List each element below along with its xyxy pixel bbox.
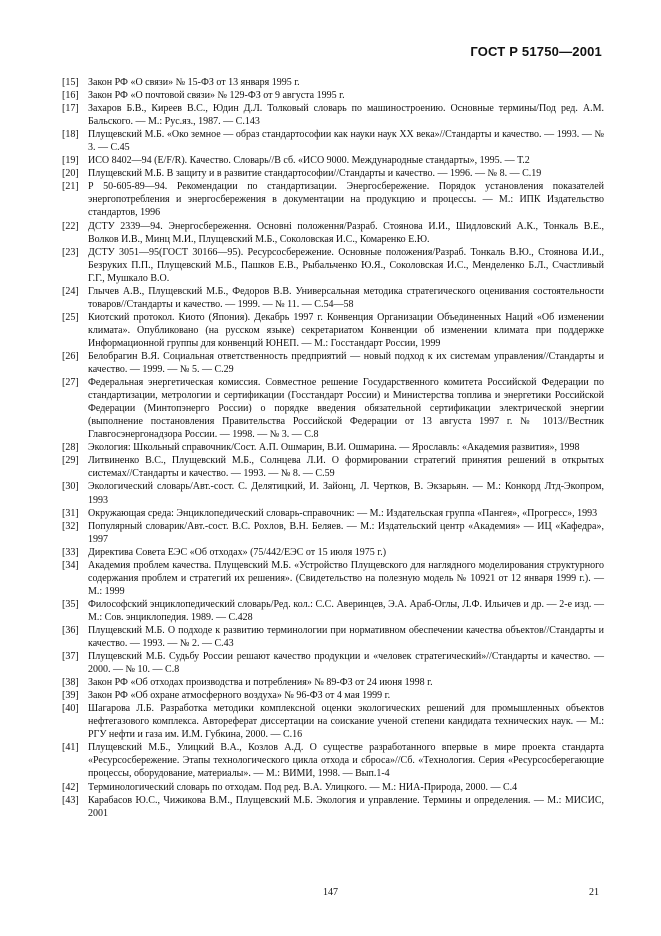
reference-number: [17] — [62, 103, 79, 115]
reference-item — [62, 741, 604, 780]
reference-text: Философский энциклопедический словарь/Ред. кол.: С.С. Аверинцев, Э.А. Араб-Оглы, Л.Ф. Ильичев и др. — 2-е изд. — М.: Сов. энциклопедия. 1989. — С.428 — [88, 598, 604, 623]
reference-text: Захаров Б.В., Киреев В.С., Юдин Д.Л. Толковый словарь по машиностроению. Основные термины/Под ред. А.М. Бальского. — М.: Рус.яз., 1987. — С.143 — [88, 103, 604, 128]
reference-item — [62, 246, 604, 285]
reference-number: [37] — [62, 651, 79, 663]
reference-item — [62, 507, 604, 520]
reference-item — [62, 520, 604, 546]
reference-text: Закон РФ «О связи» № 15-ФЗ от 13 января 1995 г. — [88, 77, 300, 88]
reference-text: Р 50-605-89—94. Рекомендации по стандартизации. Энергосбережение. Порядок установления показателей энергопотребления и энергосбережения в документации на продукцию и процессы. — М.: ИПК Издательство стандартов, 1996 — [88, 181, 604, 219]
reference-number: [31] — [62, 507, 79, 519]
reference-text: Директива Совета ЕЭС «Об отходах» (75/442/ЕЭС от 15 июля 1975 г.) — [88, 546, 387, 558]
reference-text: Закон РФ «О почтовой связи» № 129-ФЗ от 9 августа 1995 г. — [88, 90, 345, 102]
reference-list — [62, 76, 604, 820]
reference-number: [23] — [62, 246, 79, 258]
reference-number: [33] — [62, 546, 79, 558]
reference-item — [62, 454, 604, 480]
reference-text: Закон РФ «Об отходах производства и потребления» № 89-ФЗ от 24 июня 1998 г. — [88, 677, 433, 689]
reference-number: [38] — [62, 677, 79, 689]
reference-text: Шагарова Л.Б. Разработка методики комплексной оценки экологических решений для промышленных объектов нефтегазового комплекса. Автореферат диссертации на соискание ученой степени кандидата технических наук. — М.: РГУ нефти и газа им. И.М. Губкина, 2000. — С.16 — [88, 703, 604, 741]
reference-text: Экологический словарь/Авт.-сост. С. Делятицкий, И. Зайонц, Л. Чертков, В. Экзарьян. — М.: Конкорд Лтд-Экопром, 1993 — [88, 481, 604, 506]
reference-text: Закон РФ «Об охране атмосферного воздуха» № 96-ФЗ от 4 мая 1999 г. — [88, 690, 391, 702]
reference-item — [62, 676, 604, 689]
standard-code: ГОСТ Р 51750—2001 — [470, 44, 602, 59]
reference-item — [62, 559, 604, 598]
reference-number: [22] — [62, 220, 79, 232]
reference-item — [62, 781, 604, 794]
reference-number: [27] — [62, 377, 79, 389]
reference-number: [36] — [62, 624, 79, 636]
reference-item — [62, 350, 604, 376]
reference-number: [40] — [62, 703, 79, 715]
reference-text: Плущевский М.Б. Судьбу России решают качество продукции и «человек стратегический»//Стандарты и качество. — 2000. — № 10. — С.8 — [88, 651, 604, 676]
reference-item — [62, 480, 604, 506]
reference-item — [62, 180, 604, 219]
reference-item — [62, 376, 604, 441]
reference-text: ИСО 8402—94 (E/F/R). Качество. Словарь//В сб. «ИСО 9000. Международные стандарты», 1995. — Т.2 — [88, 155, 530, 167]
page-number-right: 21 — [589, 887, 599, 898]
reference-number: [32] — [62, 520, 79, 532]
reference-number: [25] — [62, 311, 79, 323]
reference-text: Плущевский М.Б. В защиту и в развитие стандартософии//Стандарты и качество. — 1996. — № 8. — С.19 — [88, 168, 542, 180]
reference-text: Плущевский М.Б., Улицкий В.А., Козлов А.Д. О существе разработанного впервые в мире проекта стандарта «Ресурсосбережение. Этапы технологического цикла отхода и сброса»//Сб. «Технология. Серия «Ресурсосберегающие процессы, оборудование, материалы». — М.: ВИМИ, 1998. — Вып.1-4 — [88, 742, 604, 780]
reference-item — [62, 689, 604, 702]
reference-number: [34] — [62, 559, 79, 571]
reference-text: Экология: Школьный справочник/Сост. А.П. Ошмарин, В.И. Ошмарина. — Ярославль: «Академия развития», 1998 — [88, 442, 580, 454]
reference-number: [16] — [62, 90, 79, 102]
reference-text: Белобрагин В.Я. Социальная ответственность предприятий — новый подход к их системам управления//Стандарты и качество. — 1999. — № 5. — С.29 — [88, 350, 604, 376]
reference-text: ДСТУ 3051—95(ГОСТ 30166—95). Ресурсосбережение. Основные положения/Разраб. Тонкаль В.Ю., Стоянова И.И., Безруких П.П., Плущевский М.Б., Пашков Е.В., Рыбальченко Ю.Я., Соколовская И.С., Менделенко Б.Л., Счастливый Г.Г., Мушкало В.О. — [88, 246, 604, 284]
reference-number: [29] — [62, 455, 79, 467]
reference-item — [62, 102, 604, 128]
reference-text: Литвиненко В.С., Плущевский М.Б., Солнцева Л.И. О формировании стратегий принятия решений в открытых системах//Стандарты и качество. — 1993. — № 8. — С.59 — [88, 455, 604, 480]
reference-number: [26] — [62, 350, 79, 362]
reference-number: [21] — [62, 181, 79, 193]
reference-text: Академия проблем качества. Плущевский М.Б. «Устройство Плущевского для наглядного моделирования структурного содержания проблем и стратегий их решения». (Свидетельство на полезную модель № 10921 от 12 января 1999 г.). — М.: 1999 — [88, 559, 604, 597]
reference-number: [15] — [62, 77, 79, 88]
reference-item — [62, 702, 604, 741]
reference-item — [62, 650, 604, 676]
reference-item — [62, 220, 604, 246]
reference-item — [62, 285, 604, 311]
reference-number: [19] — [62, 155, 79, 167]
reference-text: Терминологический словарь по отходам. Под ред. В.А. Улицкого. — М.: НИА-Природа, 2000. — С.4 — [88, 781, 518, 793]
reference-number: [30] — [62, 481, 79, 493]
reference-number: [20] — [62, 168, 79, 180]
reference-number: [41] — [62, 742, 79, 754]
reference-text: Популярный словарик/Авт.-сост. В.С. Рохлов, В.Н. Беляев. — М.: Издательский центр «Академия» — ИЦ «Кафедра», 1997 — [88, 520, 604, 545]
reference-item — [62, 624, 604, 650]
reference-item — [62, 76, 604, 89]
reference-item — [62, 546, 604, 559]
reference-text: Федеральная энергетическая комиссия. Совместное решение Государственного комитета Российской Федерации по стандартизации, метрологии и сертификации (Госстандарт России) и Министерства топлива и энергетики Российской Федерации (Минтопэнерго России) о порядке введения обязательной сертификации электрической энергии (выполнение постановления Правительства Российской Федерации от 13 августа 1997 г. № 1013//Вестник Главгосэнергонадзора России. — 1998. — № 3. — С.8 — [88, 377, 604, 441]
reference-item — [62, 598, 604, 624]
reference-text: Окружающая среда: Энциклопедический словарь-справочник: — М.: Издательская группа «Пангея», «Прогресс», 1993 — [88, 507, 598, 519]
reference-item — [62, 794, 604, 820]
reference-number: [42] — [62, 781, 79, 793]
reference-number: [39] — [62, 690, 79, 702]
reference-item — [62, 167, 604, 180]
page-number-center: 147 — [323, 887, 338, 898]
reference-item — [62, 154, 604, 167]
reference-text: ДСТУ 2339—94. Энергосбереження. Основнi положення/Разраб. Стоянова И.И., Шидловский А.К., Тонкаль В.Е., Волков И.В., Минц М.И., Плущевский М.Б., Соколовская И.С., Комаренко Е.Ю. — [88, 220, 604, 245]
reference-item — [62, 441, 604, 454]
reference-number: [28] — [62, 442, 79, 454]
reference-number: [18] — [62, 129, 79, 141]
reference-number: [43] — [62, 794, 79, 806]
reference-text: Плущевский М.Б. О подходе к развитию терминологии при нормативном обеспечении качества объектов//Стандарты и качество. — 1993. — № 2. — С.43 — [88, 624, 604, 650]
reference-item — [62, 89, 604, 102]
reference-item — [62, 128, 604, 154]
reference-text: Киотский протокол. Киото (Япония). Декабрь 1997 г. Конвенция Организации Объединенных Наций «Об изменении климата». Опубликовано (на русском языке) секретариатом Конвенции об изменении климата при поддержке Информационной группы для конвенций ЮНЕП. — М.: Госстандарт России, 1999 — [88, 311, 604, 349]
reference-number: [24] — [62, 285, 79, 297]
reference-item — [62, 311, 604, 350]
reference-text: Глычев А.В., Плущевский М.Б., Федоров В.В. Универсальная методика стратегического оценивания состоятельности товаров//Стандарты и качество. — 1999. — № 11. — С.54—58 — [88, 285, 604, 310]
reference-text: Плущевский М.Б. «Око земное — образ стандартософии как науки наук XX века»//Стандарты и качество. — 1993. — № 3. — С.45 — [88, 129, 604, 154]
reference-number: [35] — [62, 598, 79, 610]
reference-text: Карабасов Ю.С., Чижикова В.М., Плущевский М.Б. Экология и управление. Термины и определения. — М.: МИСИС, 2001 — [88, 794, 604, 819]
